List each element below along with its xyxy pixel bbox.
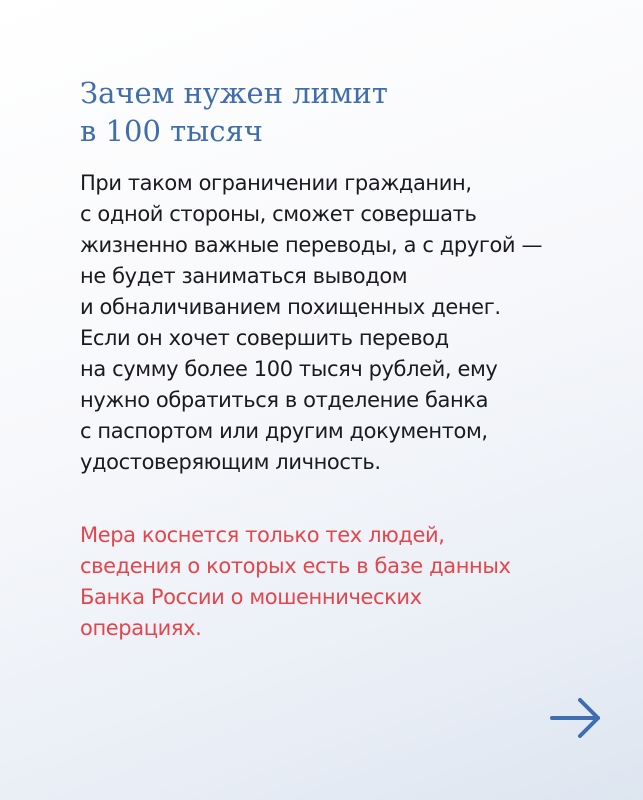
next-slide-button[interactable] — [548, 694, 604, 742]
body-line: жизненно важные переводы, а с другой — — [80, 233, 543, 257]
body-paragraph — [80, 168, 625, 478]
body-line: При таком ограничении гражданин, — [80, 171, 472, 195]
body-line: не будет заниматься выводом — [80, 264, 408, 288]
slide-title — [80, 74, 600, 150]
title-line: Зачем нужен лимит — [80, 76, 388, 110]
body-line: удостоверяющим личность. — [80, 450, 381, 474]
body-line: нужно обратиться в отделение банка — [80, 388, 489, 412]
note-line: Мера коснется только тех людей, — [80, 523, 445, 547]
title-line: в 100 тысяч — [80, 114, 263, 148]
body-line: с паспортом или другим документом, — [80, 419, 488, 443]
highlight-note — [80, 520, 625, 644]
note-line: Банка России о мошеннических — [80, 585, 422, 609]
body-line: с одной стороны, сможет совершать — [80, 202, 477, 226]
body-line: и обналичиванием похищенных денег. — [80, 295, 501, 319]
arrow-right-icon — [548, 694, 604, 742]
body-line: Если он хочет совершить перевод — [80, 326, 449, 350]
note-line: операциях. — [80, 616, 202, 640]
body-line: на сумму более 100 тысяч рублей, ему — [80, 357, 498, 381]
note-line: сведения о которых есть в базе данных — [80, 554, 511, 578]
